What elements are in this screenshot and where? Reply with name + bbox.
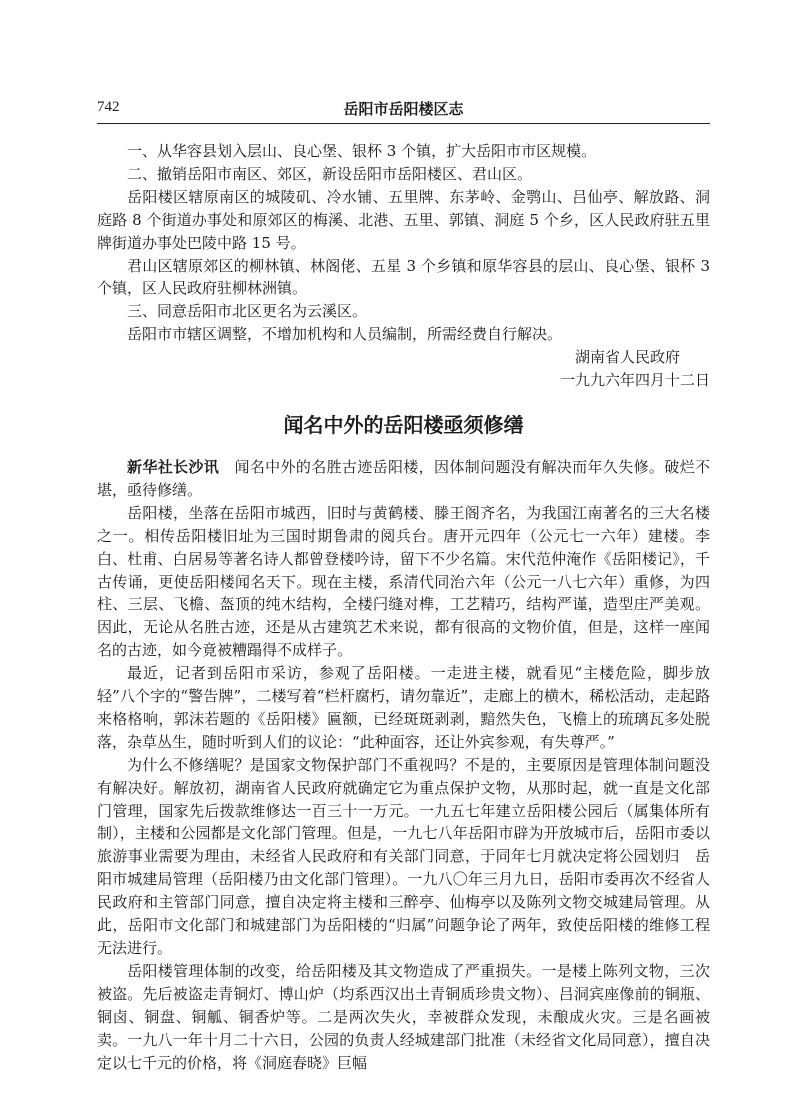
article-section — [97, 456, 710, 1074]
page-number: 742 — [97, 99, 120, 115]
article-paragraph: 岳阳楼管理体制的改变，给岳阳楼及其文物造成了严重损失。一是楼上陈列文物，三次被盗。先后被盗走青铜灯、博山炉（均系西汉出土青铜质珍贵文物）、吕洞宾座像前的铜瓶、铜卤、铜盘、铜觚、铜香炉等。二是两次失火，幸被群众发现，未酿成火灾。三是名画被卖。一九八一年十月二十六日，公园的负责人经城建部门批准（未经省文化局同意），擅自决定以七千元的价格，将《洞庭春晓》巨幅 — [97, 961, 710, 1072]
signature-org: 湖南省人民政府 — [574, 348, 680, 367]
article-lead-text: 闻名中外的名胜古迹岳阳楼，因体制问题没有解决而年久失修。破烂不堪，亟待修缮。 — [97, 457, 710, 499]
article-lead-paragraph — [97, 456, 710, 502]
notice-paragraph: 岳阳市市辖区调整，不增加机构和人员编制，所需经费自行解决。 — [127, 325, 563, 344]
notice-paragraph: 岳阳楼区辖原南区的城陵矶、冷水铺、五里牌、东茅岭、金鹗山、吕仙亭、解放路、洞庭路 8 个街道办事处和原郊区的梅溪、北港、五里、郭镇、洞庭 5 个乡，区人民政府驻五里牌街道办事处巴陵中路 15 号。 — [97, 187, 710, 252]
page-content — [97, 140, 710, 1074]
notice-paragraph: 一、从华容县划入层山、良心堡、银杯 3 个镇，扩大岳阳市市区规模。 — [127, 142, 597, 160]
notice-paragraph: 三、同意岳阳市北区更名为云溪区。 — [127, 302, 368, 321]
article-title: 闻名中外的岳阳楼亟须修缮 — [283, 412, 524, 437]
notice-section — [97, 140, 710, 392]
article-paragraph: 为什么不修缮呢？是国家文物保护部门不重视吗？不是的，主要原因是管理体制问题没有解决好。解放初，湖南省人民政府就确定它为重点保护文物，从那时起，就一直是文化部门管理，国家先后拨款维修达一百三十一万元。一九五七年建立岳阳楼公园后（属集体所有制），主楼和公园都是文化部门管理。但是，一九七八年岳阳市辟为开放城市后，岳阳市委以旅游事业需要为理由，未经省人民政府和有关部门同意，于同年七月就决定将公园划归 岳阳市城建局管理（岳阳楼乃由文化部门管理）。一九八〇年三月九日，岳阳市委再次不经省人民政府和主管部门同意，擅自决定将主楼和三醉亭、仙梅亭以及陈列文物交城建局管理。从此，岳阳市文化部门和城建部门为岳阳楼的“归属”问题争论了两年，致使岳阳楼的维修工程无法进行。 — [97, 755, 710, 957]
article-paragraph: 岳阳楼，坐落在岳阳市城西，旧时与黄鹤楼、滕王阁齐名，为我国江南著名的三大名楼之一。相传岳阳楼旧址为三国时期鲁肃的阅兵台。唐开元四年（公元七一六年）建楼。李白、杜甫、白居易等著名诗人都曾登楼吟诗，留下不少名篇。宋代范仲淹作《岳阳楼记》，千古传诵，更使岳阳楼闻名天下。现在主楼，系清代同治六年（公元一八七六年）重修，为四柱、三层、飞檐、盔顶的纯木结构，全楼闩缝对榫，工艺精巧，结构严谨，造型庄严美观。因此，无论从名胜古迹，还是从古建筑艺术来说，都有很高的文物价值，但是，这样一座闻名的古迹，如今竟被糟蹋得不成样子。 — [97, 503, 710, 660]
signature-date: 一九九六年四月十二日 — [559, 371, 710, 390]
page-header — [97, 97, 710, 124]
running-title: 岳阳市岳阳楼区志 — [343, 100, 464, 118]
article-byline: 新华社长沙讯 — [127, 457, 220, 476]
notice-paragraph: 二、撤销岳阳市南区、郊区，新设岳阳市岳阳楼区、君山区。 — [127, 164, 533, 183]
notice-paragraph: 君山区辖原郊区的柳林镇、林阁佬、五星 3 个乡镇和原华容县的层山、良心堡、银杯 3 个镇，区人民政府驻柳林洲镇。 — [97, 256, 710, 298]
article-paragraph: 最近，记者到岳阳市采访，参观了岳阳楼。一走进主楼，就看见“主楼危险，脚步放轻”八个字的“警告牌”，二楼写着“栏杆腐朽，请勿靠近”，走廊上的横木，稀松活动，走起路来格格响，郭沫若题的《岳阳楼》匾额，已经斑斑剥剥，黯然失色，飞檐上的琉璃瓦多处脱落，杂草丛生，随时听到人们的议论：“此种面容，还让外宾参观，有失尊严。” — [97, 664, 710, 751]
